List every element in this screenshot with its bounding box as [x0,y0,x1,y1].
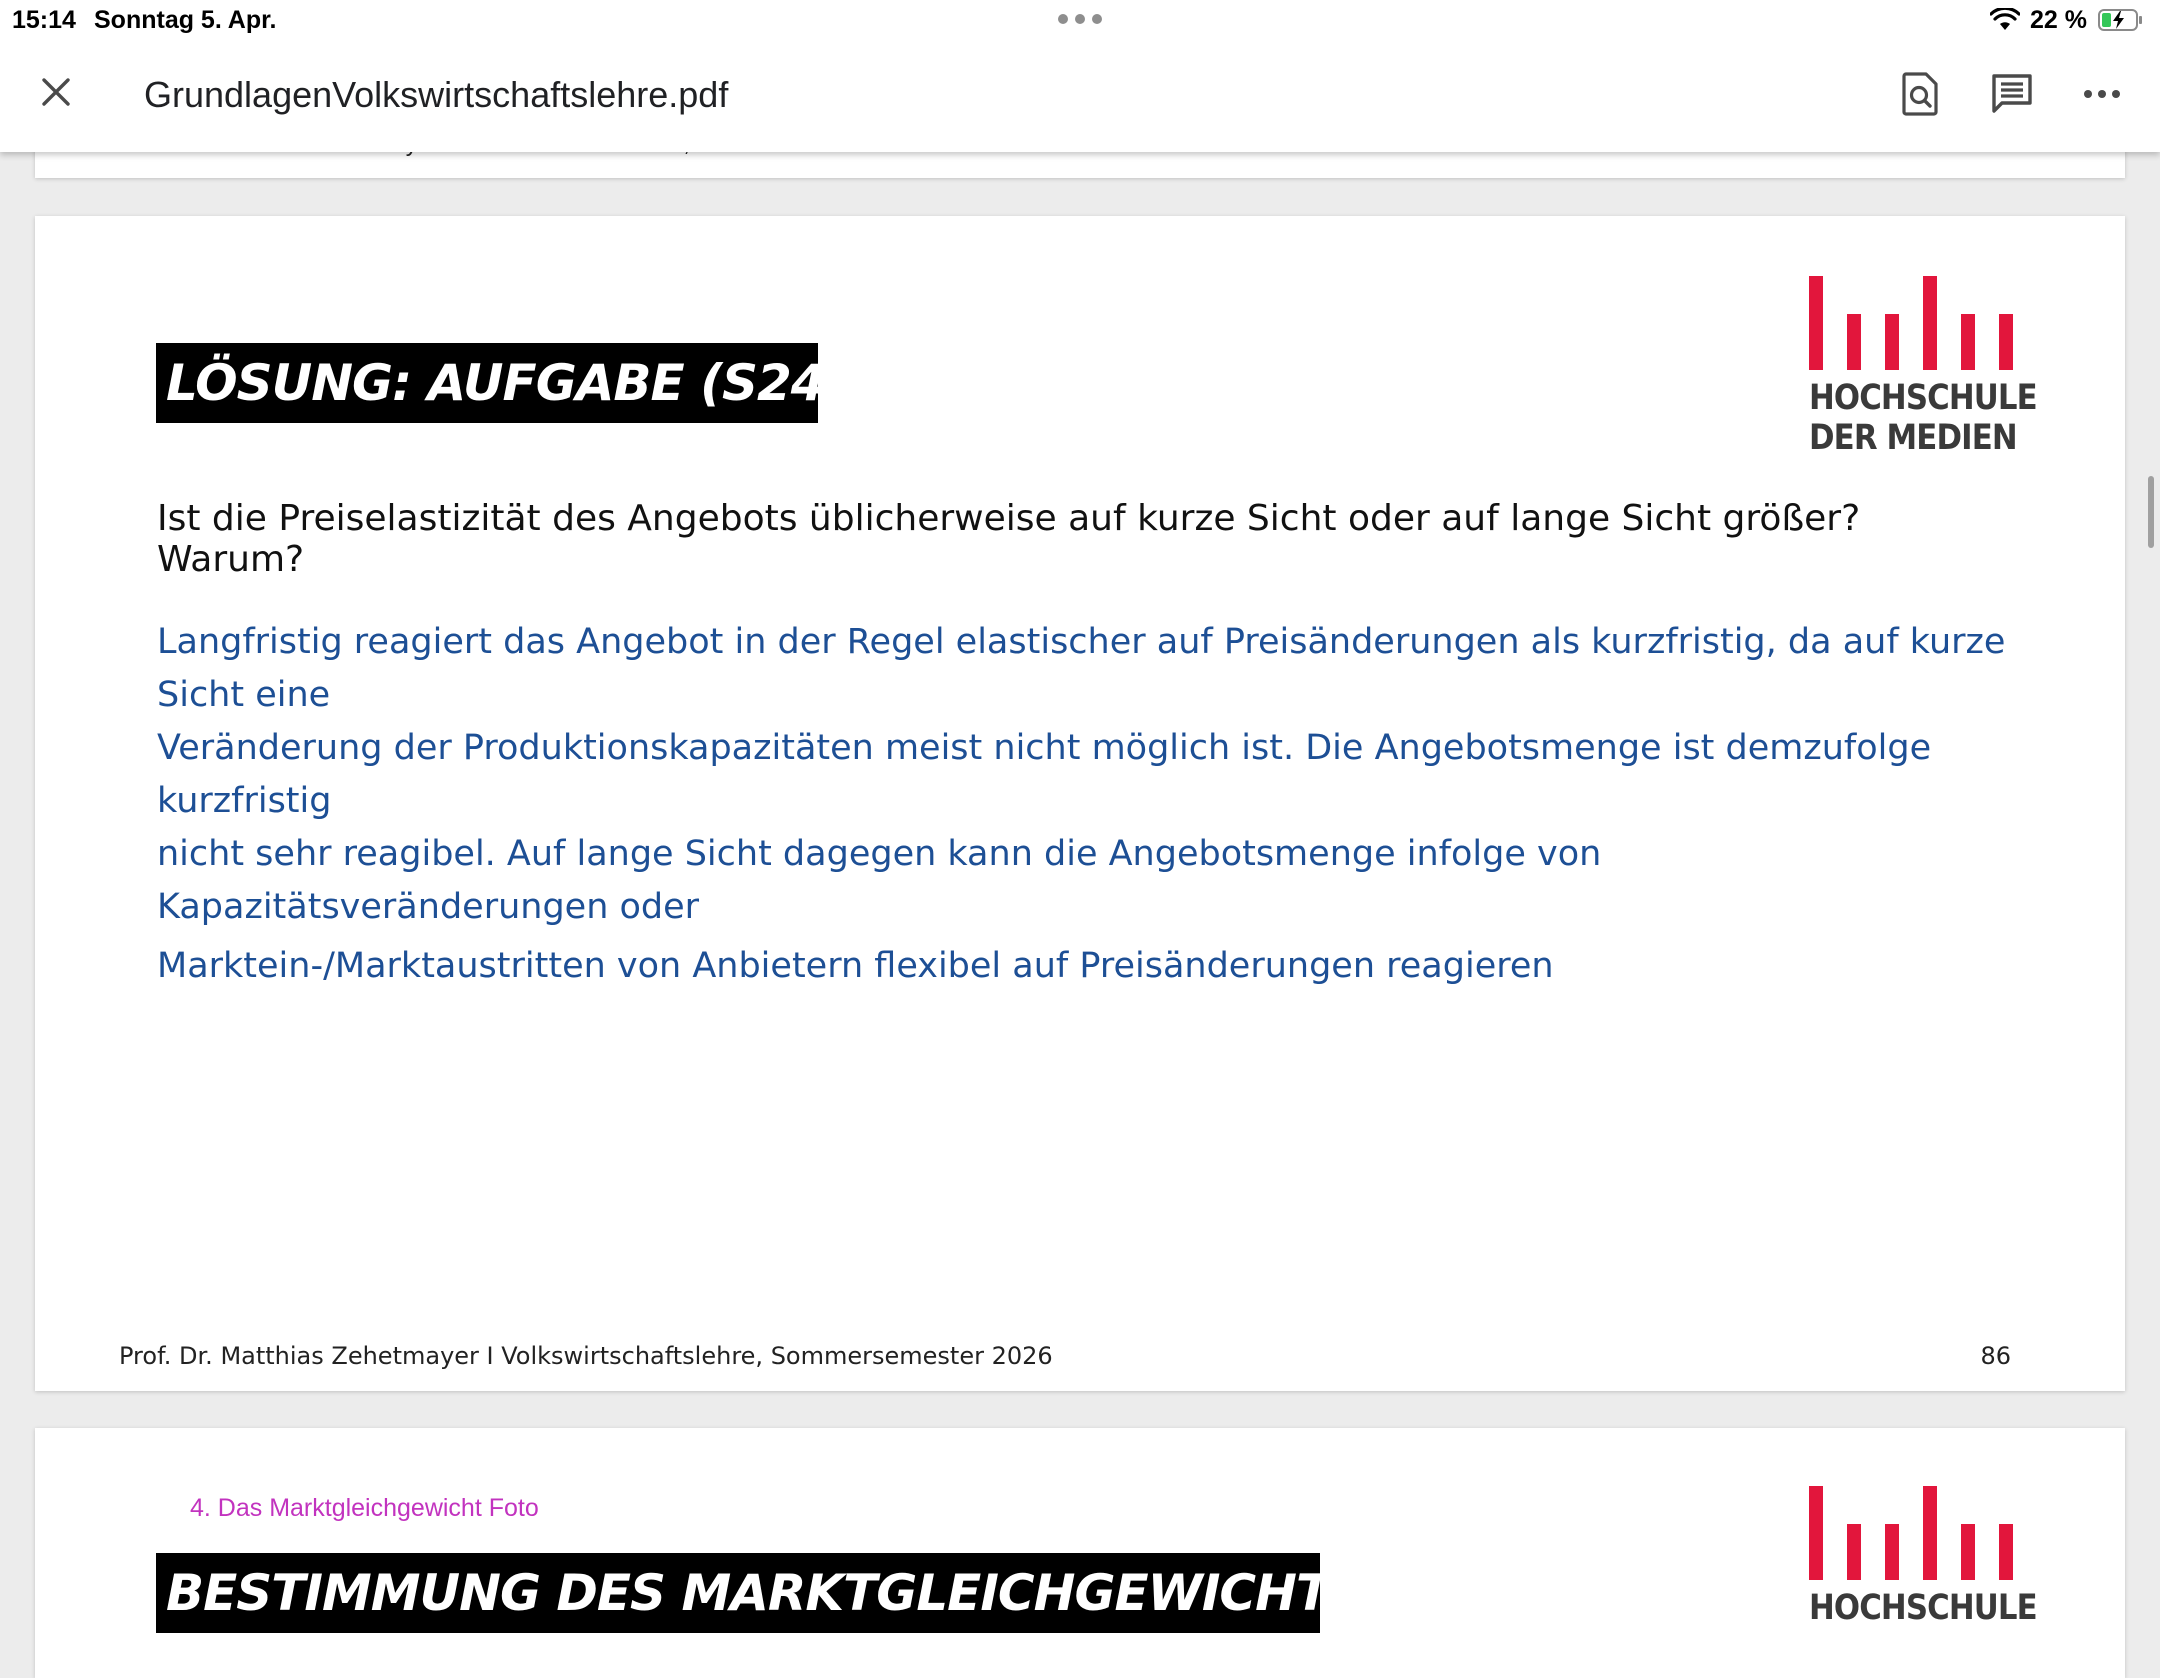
answer-line: Marktein-/Marktaustritten von Anbietern flexibel auf Preisänderungen reagieren [157,946,1554,986]
slide-title: LÖSUNG: AUFGABE (S24) [156,343,818,423]
logo-text-line-1: HOCHSCHULE [1809,378,2037,418]
slide-breadcrumb: 4. Das Marktgleichgewicht Foto [190,1494,539,1522]
battery-charging-icon [2098,8,2144,32]
more-icon [2082,88,2122,100]
comment-icon [1990,73,2034,115]
close-icon [40,76,72,108]
document-search-icon [1900,72,1940,116]
answer-line: Veränderung der Produktionskapazitäten meist nicht möglich ist. Die Angebotsmenge ist demzufolge kurzfristig [157,728,1932,821]
answer-text [157,616,2037,993]
answer-line: Langfristig reagiert das Angebot in der Regel elastischer auf Preisänderungen als kurzfristig, da auf kurze Sicht eine [157,622,2006,715]
status-time: 15:14 [12,6,76,34]
more-options-button[interactable] [2074,66,2130,122]
logo-bars-icon [1809,276,2013,370]
answer-line: nicht sehr reagibel. Auf lange Sicht dagegen kann die Angebotsmenge infolge von Kapazitätsveränderungen oder [157,834,1602,927]
pdf-page-87 [35,1428,2125,1678]
question-text: Ist die Preiselastizität des Angebots üblicherweise auf kurze Sicht oder auf lange Sicht größer? Warum? [157,498,1861,580]
logo-text-line-1: HOCHSCHULE [1809,1588,2037,1628]
university-logo [1809,1486,2037,1676]
status-bar [0,0,2160,40]
wifi-icon [1990,8,2020,32]
logo-bars-icon [1809,1486,2013,1580]
app-bar [0,40,2160,152]
page-number: 86 [1980,1342,2011,1370]
close-button[interactable] [30,66,82,118]
status-date: Sonntag 5. Apr. [94,6,277,34]
comments-button[interactable] [1984,66,2040,122]
university-logo [1809,276,2037,466]
search-in-document-button[interactable] [1892,66,1948,122]
multitasking-dots-icon[interactable] [1058,14,1102,26]
battery-percentage: 22 % [2030,6,2087,34]
scrollbar-thumb[interactable] [2148,476,2154,548]
slide-title: BESTIMMUNG DES MARKTGLEICHGEWICHTS [156,1553,1320,1633]
logo-text-line-2: DER MEDIEN [1809,418,2017,458]
pdf-page-86 [35,216,2125,1391]
document-title: GrundlagenVolkswirtschaftslehre.pdf [144,74,729,115]
page-footer: Prof. Dr. Matthias Zehetmayer I Volkswirtschaftslehre, Sommersemester 2026 [119,1342,1053,1370]
